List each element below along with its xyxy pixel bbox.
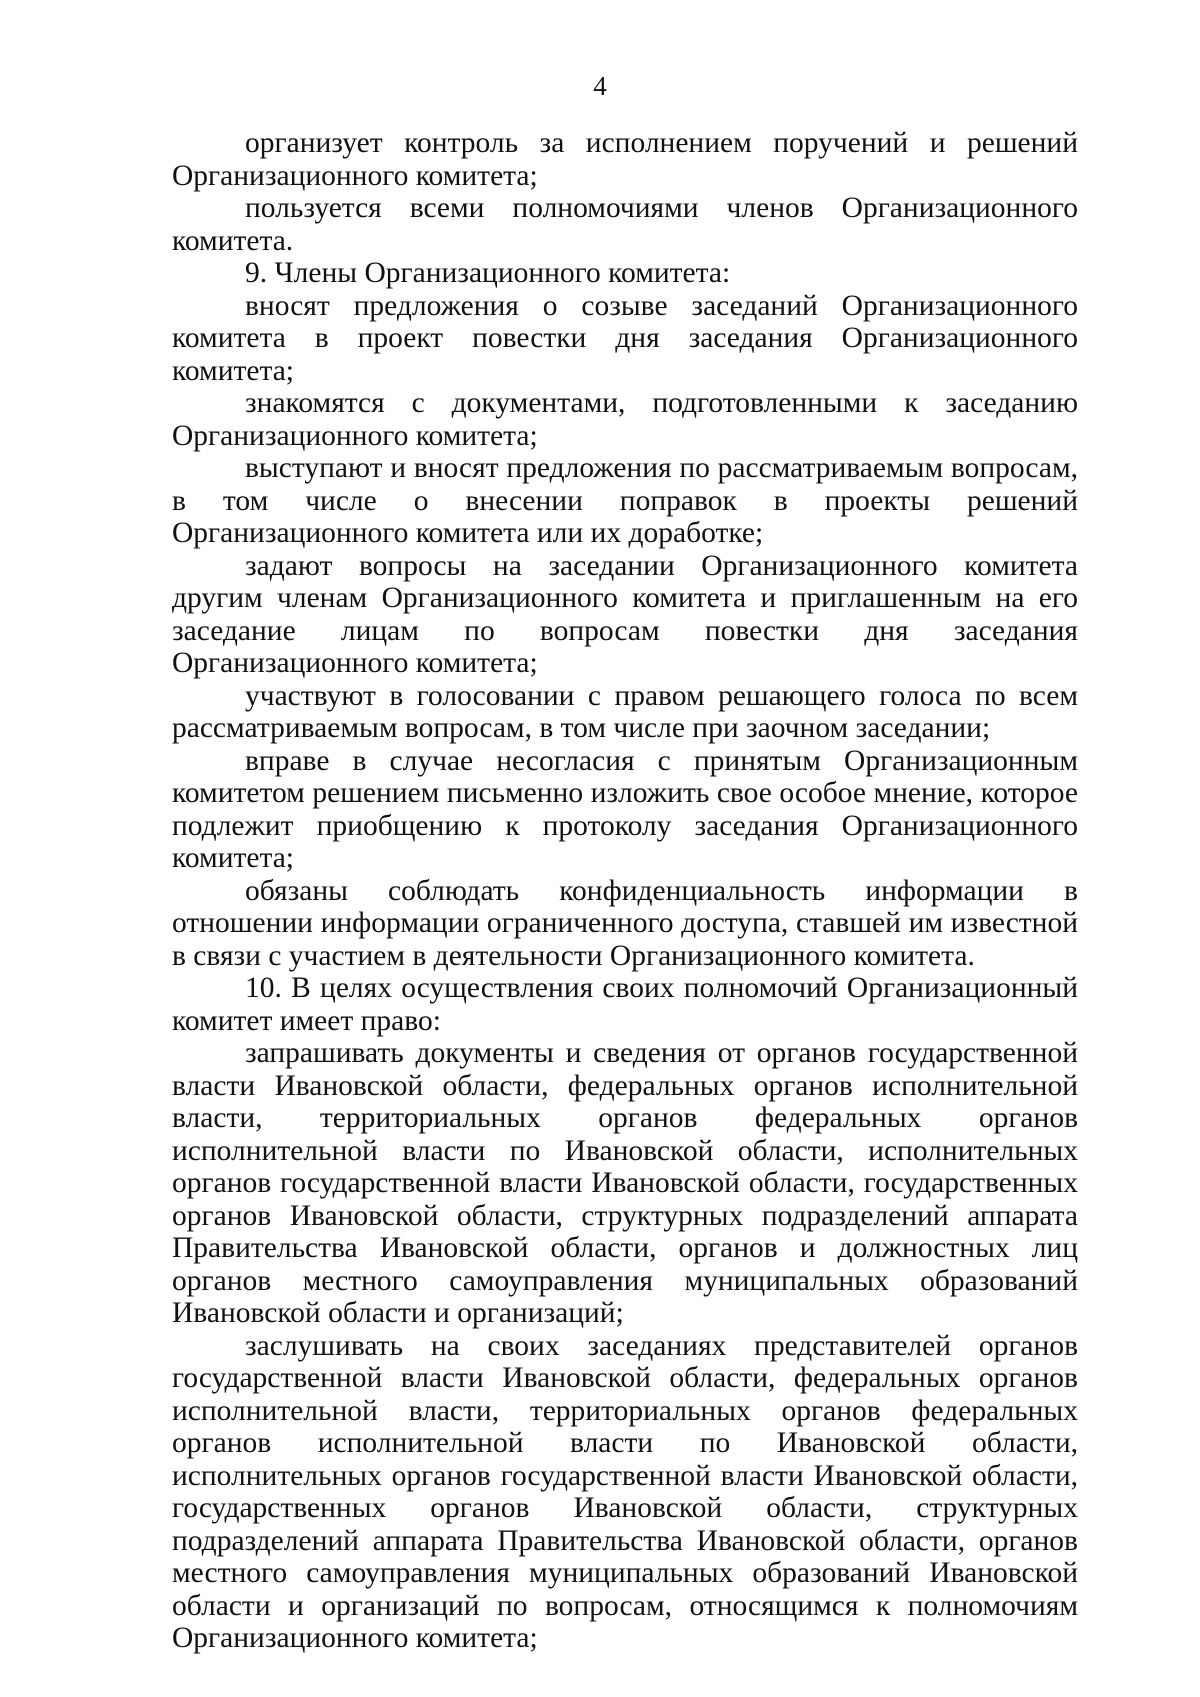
paragraph: выступают и вносят предложения по рассматриваемым вопросам, в том числе о внесении поправок в проекты решений Организационного комитета или их доработке; [172, 452, 1078, 549]
section-heading-9: 9. Члены Организационного комитета: [245, 257, 731, 289]
paragraph: организует контроль за исполнением поручений и решений Организационного комитета; [172, 127, 1078, 192]
section-heading-10: 10. В целях осуществления своих полномочий Организационный комитет имеет право: [172, 972, 1078, 1037]
document-body [172, 127, 1078, 1655]
paragraph: знакомятся с документами, подготовленными к заседанию Организационного комитета; [172, 387, 1078, 452]
paragraph: запрашивать документы и сведения от органов государственной власти Ивановской области, федеральных органов исполнительной власти, территориальных органов федеральных органов исполнительной власти по Ивановской области, исполнительных органов государственной власти Ивановской области, государственных органов Ивановской области, структурных подразделений аппарата Правительства Ивановской области, органов и должностных лиц органов местного самоуправления муниципальных образований Ивановской области и организаций; [172, 1037, 1078, 1329]
paragraph: заслушивать на своих заседаниях представителей органов государственной власти Ивановской области, федеральных органов исполнительной власти, территориальных органов федеральных органов исполнительной власти по Ивановской области, исполнительных органов государственной власти Ивановской области, государственных органов Ивановской области, структурных подразделений аппарата Правительства Ивановской области, органов местного самоуправления муниципальных образований Ивановской области и организаций по вопросам, относящимся к полномочиям Организационного комитета; [172, 1329, 1078, 1654]
paragraph: вносят предложения о созыве заседаний Организационного комитета в проект повестки дня заседания Организационного комитета; [172, 289, 1078, 387]
paragraph: участвуют в голосовании с правом решающего голоса по всем рассматриваемым вопросам, в том числе при заочном заседании; [172, 679, 1078, 744]
paragraph: вправе в случае несогласия с принятым Организационным комитетом решением письменно изложить свое особое мнение, которое подлежит приобщению к протоколу заседания Организационного комитета; [172, 744, 1078, 874]
paragraph: обязаны соблюдать конфиденциальность информации в отношении информации ограниченного доступа, ставшей им известной в связи с участием в деятельности Организационного комитета. [172, 874, 1078, 972]
paragraph: задают вопросы на заседании Организационного комитета другим членам Организационного комитета и приглашенным на его заседание лицам по вопросам повестки дня заседания Организационного комитета; [172, 549, 1078, 679]
page-number: 4 [593, 71, 607, 101]
paragraph: пользуется всеми полномочиями членов Организационного комитета. [172, 192, 1078, 257]
